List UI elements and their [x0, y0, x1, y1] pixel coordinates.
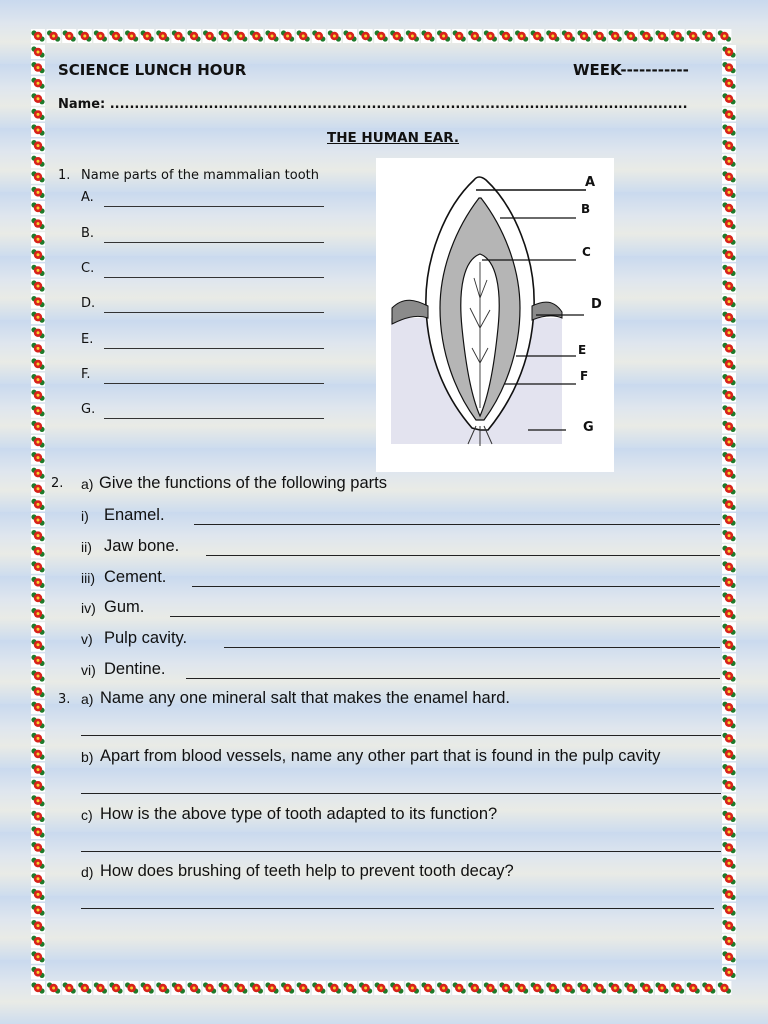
- border-flower: [722, 934, 736, 948]
- q2-item-label: Jaw bone.: [104, 537, 180, 555]
- border-flower: [31, 856, 45, 870]
- q2-item-number: i): [81, 508, 89, 524]
- border-flower: [374, 29, 388, 43]
- diagram-label-c: C: [582, 245, 591, 259]
- border-flower: [577, 29, 591, 43]
- border-flower: [31, 482, 45, 496]
- border-flower: [234, 981, 248, 995]
- border-flower: [203, 981, 217, 995]
- border-flower: [31, 435, 45, 449]
- border-flower: [722, 872, 736, 886]
- q2-answer-line[interactable]: [186, 678, 720, 679]
- q2-sub: a): [81, 476, 94, 492]
- q3-answer-line[interactable]: [81, 793, 721, 794]
- border-flower: [722, 139, 736, 153]
- border-flower: [31, 778, 45, 792]
- border-flower: [203, 29, 217, 43]
- border-flower: [722, 92, 736, 106]
- border-flower: [390, 29, 404, 43]
- border-flower: [281, 981, 295, 995]
- border-flower: [31, 139, 45, 153]
- border-flower: [722, 825, 736, 839]
- border-flower: [62, 981, 76, 995]
- border-flower: [483, 29, 497, 43]
- q2-item-label: Cement.: [104, 568, 167, 586]
- q3-part-letter: b): [81, 749, 94, 765]
- q2-item-number: v): [81, 631, 93, 647]
- border-flower: [140, 29, 154, 43]
- border-flower: [312, 29, 326, 43]
- border-flower: [31, 357, 45, 371]
- diagram-label-a: A: [585, 175, 596, 190]
- border-flower: [218, 29, 232, 43]
- border-flower: [327, 981, 341, 995]
- border-flower: [722, 482, 736, 496]
- border-flower: [31, 544, 45, 558]
- border-flower: [31, 903, 45, 917]
- border-flower: [31, 466, 45, 480]
- border-flower: [31, 217, 45, 231]
- border-flower: [31, 965, 45, 979]
- border-flower: [47, 29, 61, 43]
- border-flower: [312, 981, 326, 995]
- border-flower: [722, 669, 736, 683]
- border-flower: [577, 981, 591, 995]
- border-flower: [31, 981, 45, 995]
- q2-item-label: Pulp cavity.: [104, 629, 188, 647]
- border-flower: [722, 279, 736, 293]
- q2-answer-line[interactable]: [224, 647, 720, 648]
- border-flower: [722, 310, 736, 324]
- border-flower: [722, 185, 736, 199]
- border-flower: [343, 29, 357, 43]
- q1-part-label: A.: [81, 190, 94, 205]
- border-flower: [405, 29, 419, 43]
- border-flower: [437, 29, 451, 43]
- border-flower: [31, 716, 45, 730]
- border-flower: [296, 29, 310, 43]
- q1-part-label: B.: [81, 226, 95, 241]
- border-flower: [390, 981, 404, 995]
- worksheet-title: SCIENCE LUNCH HOUR: [58, 61, 247, 79]
- border-flower: [31, 185, 45, 199]
- border-flower: [468, 981, 482, 995]
- worksheet-page: [46, 44, 722, 974]
- border-flower: [31, 513, 45, 527]
- border-flower: [93, 981, 107, 995]
- border-flower: [47, 981, 61, 995]
- border-flower: [722, 232, 736, 246]
- border-flower: [686, 29, 700, 43]
- border-flower: [639, 981, 653, 995]
- q1-part-label: G.: [81, 402, 96, 417]
- border-flower: [722, 685, 736, 699]
- border-flower: [31, 61, 45, 75]
- border-flower: [31, 731, 45, 745]
- border-flower: [561, 29, 575, 43]
- border-flower: [722, 217, 736, 231]
- border-flower: [249, 29, 263, 43]
- q1-answer-line[interactable]: [104, 418, 324, 419]
- border-flower: [31, 76, 45, 90]
- border-flower: [722, 170, 736, 184]
- q3-part-text: How does brushing of teeth help to prevent tooth decay?: [100, 862, 514, 880]
- border-flower: [31, 607, 45, 621]
- border-flower: [452, 981, 466, 995]
- border-flower: [722, 154, 736, 168]
- border-flower: [187, 29, 201, 43]
- border-flower: [717, 981, 731, 995]
- border-flower: [722, 529, 736, 543]
- q1-answer-line[interactable]: [104, 206, 324, 207]
- border-flower: [483, 981, 497, 995]
- border-flower: [156, 29, 170, 43]
- border-flower: [31, 419, 45, 433]
- border-flower: [655, 981, 669, 995]
- border-flower: [722, 248, 736, 262]
- border-flower: [171, 981, 185, 995]
- border-flower: [722, 794, 736, 808]
- border-flower: [421, 981, 435, 995]
- border-flower: [722, 61, 736, 75]
- border-flower: [31, 201, 45, 215]
- border-flower: [374, 981, 388, 995]
- border-flower: [722, 497, 736, 511]
- border-flower: [722, 419, 736, 433]
- border-flower: [722, 45, 736, 59]
- q3-part-text: Apart from blood vessels, name any other part that is found in the pulp cavity: [100, 747, 661, 765]
- week-label: WEEK-----------: [573, 61, 689, 79]
- border-flower: [624, 981, 638, 995]
- border-flower: [722, 326, 736, 340]
- border-flower: [593, 981, 607, 995]
- q2-answer-line[interactable]: [194, 524, 720, 525]
- q3-part-letter: d): [81, 864, 94, 880]
- border-flower: [31, 263, 45, 277]
- border-flower: [31, 248, 45, 262]
- border-flower: [31, 154, 45, 168]
- border-flower: [218, 981, 232, 995]
- border-flower: [722, 653, 736, 667]
- border-flower: [722, 950, 736, 964]
- border-flower: [125, 29, 139, 43]
- border-flower: [639, 29, 653, 43]
- border-flower: [608, 29, 622, 43]
- q1-answer-line[interactable]: [104, 242, 324, 243]
- border-flower: [655, 29, 669, 43]
- border-flower: [515, 981, 529, 995]
- q3-number: 3.: [58, 692, 71, 707]
- border-flower: [109, 29, 123, 43]
- border-flower: [686, 981, 700, 995]
- border-flower: [722, 451, 736, 465]
- q1-answer-line[interactable]: [104, 348, 324, 349]
- border-flower: [624, 29, 638, 43]
- border-flower: [671, 29, 685, 43]
- border-flower: [31, 934, 45, 948]
- border-flower: [31, 170, 45, 184]
- q3-part-letter: a): [81, 691, 94, 707]
- border-flower: [722, 357, 736, 371]
- border-flower: [722, 263, 736, 277]
- border-flower: [109, 981, 123, 995]
- border-flower: [343, 981, 357, 995]
- border-flower: [722, 560, 736, 574]
- border-flower: [31, 279, 45, 293]
- border-flower: [530, 29, 544, 43]
- border-flower: [187, 981, 201, 995]
- border-flower: [31, 232, 45, 246]
- border-flower: [499, 29, 513, 43]
- q1-part-label: E.: [81, 332, 94, 347]
- border-flower: [62, 29, 76, 43]
- border-flower: [722, 622, 736, 636]
- border-flower: [31, 529, 45, 543]
- border-flower: [31, 575, 45, 589]
- border-flower: [722, 373, 736, 387]
- border-flower: [31, 700, 45, 714]
- q2-item-label: Dentine.: [104, 660, 166, 678]
- border-flower: [31, 638, 45, 652]
- border-flower: [31, 794, 45, 808]
- border-flower: [530, 981, 544, 995]
- q3-answer-line[interactable]: [81, 851, 721, 852]
- q2-number: 2.: [51, 476, 64, 491]
- border-flower: [722, 809, 736, 823]
- border-flower: [281, 29, 295, 43]
- border-flower: [722, 700, 736, 714]
- border-flower: [31, 685, 45, 699]
- border-flower: [722, 919, 736, 933]
- border-flower: [722, 341, 736, 355]
- border-flower: [722, 856, 736, 870]
- q1-part-label: D.: [81, 296, 96, 311]
- border-flower: [31, 497, 45, 511]
- q2-item-number: iv): [81, 600, 96, 616]
- border-flower: [722, 544, 736, 558]
- border-flower: [31, 310, 45, 324]
- border-flower: [722, 607, 736, 621]
- border-flower: [468, 29, 482, 43]
- border-flower: [31, 887, 45, 901]
- border-flower: [722, 466, 736, 480]
- border-flower: [31, 45, 45, 59]
- border-flower: [31, 809, 45, 823]
- border-flower: [31, 919, 45, 933]
- border-flower: [31, 825, 45, 839]
- topic-heading: THE HUMAN EAR.: [327, 130, 460, 146]
- border-flower: [722, 887, 736, 901]
- border-flower: [702, 29, 716, 43]
- q2-answer-line[interactable]: [170, 616, 720, 617]
- border-flower: [93, 29, 107, 43]
- border-flower: [546, 981, 560, 995]
- border-flower: [31, 451, 45, 465]
- border-flower: [31, 747, 45, 761]
- q3-part-text: Name any one mineral salt that makes the enamel hard.: [100, 689, 510, 707]
- border-flower: [515, 29, 529, 43]
- border-flower: [561, 981, 575, 995]
- border-flower: [671, 981, 685, 995]
- border-flower: [722, 638, 736, 652]
- q1-part-label: C.: [81, 261, 95, 276]
- q1-text: Name parts of the mammalian tooth: [81, 168, 320, 183]
- diagram-label-b: B: [581, 202, 591, 216]
- border-flower: [499, 981, 513, 995]
- border-flower: [31, 107, 45, 121]
- border-flower: [78, 29, 92, 43]
- border-flower: [722, 575, 736, 589]
- q1-answer-line[interactable]: [104, 383, 324, 384]
- border-flower: [722, 435, 736, 449]
- border-flower: [722, 388, 736, 402]
- q2-item-number: iii): [81, 570, 95, 586]
- border-flower: [31, 295, 45, 309]
- border-flower: [722, 107, 736, 121]
- border-flower: [722, 123, 736, 137]
- border-flower: [31, 763, 45, 777]
- border-flower: [31, 341, 45, 355]
- border-flower: [31, 669, 45, 683]
- border-flower: [78, 981, 92, 995]
- border-flower: [171, 29, 185, 43]
- border-flower: [125, 981, 139, 995]
- border-flower: [31, 373, 45, 387]
- border-flower: [722, 404, 736, 418]
- border-flower: [452, 29, 466, 43]
- border-flower: [405, 981, 419, 995]
- tooth-diagram: [376, 158, 614, 472]
- border-flower: [722, 591, 736, 605]
- q2-text: Give the functions of the following parts: [99, 474, 387, 492]
- border-flower: [722, 76, 736, 90]
- border-flower: [722, 513, 736, 527]
- border-flower: [140, 981, 154, 995]
- q1-number: 1.: [58, 168, 71, 183]
- q2-answer-line[interactable]: [206, 555, 720, 556]
- q3-answer-line[interactable]: [81, 735, 721, 736]
- border-flower: [327, 29, 341, 43]
- border-flower: [31, 123, 45, 137]
- border-flower: [593, 29, 607, 43]
- border-flower: [722, 965, 736, 979]
- border-flower: [265, 29, 279, 43]
- border-flower: [722, 731, 736, 745]
- border-flower: [546, 29, 560, 43]
- border-flower: [265, 981, 279, 995]
- border-flower: [437, 981, 451, 995]
- border-flower: [31, 388, 45, 402]
- diagram-label-g: G: [583, 420, 594, 435]
- border-flower: [359, 29, 373, 43]
- name-label: Name: .....................................................................................................................: [58, 97, 688, 112]
- q2-answer-line[interactable]: [192, 586, 720, 587]
- border-flower: [722, 295, 736, 309]
- border-flower: [31, 29, 45, 43]
- border-flower: [31, 326, 45, 340]
- q3-part-text: How is the above type of tooth adapted to its function?: [100, 805, 498, 823]
- border-flower: [31, 872, 45, 886]
- diagram-label-e: E: [578, 343, 587, 357]
- border-flower: [717, 29, 731, 43]
- q1-answer-line[interactable]: [104, 277, 324, 278]
- border-flower: [31, 841, 45, 855]
- border-flower: [31, 622, 45, 636]
- border-flower: [722, 903, 736, 917]
- border-flower: [31, 560, 45, 574]
- q2-item-number: vi): [81, 662, 96, 678]
- border-flower: [31, 92, 45, 106]
- border-flower: [31, 653, 45, 667]
- q2-item-label: Enamel.: [104, 506, 165, 524]
- diagram-label-d: D: [591, 297, 602, 312]
- border-flower: [722, 841, 736, 855]
- q1-part-label: F.: [81, 367, 91, 382]
- border-flower: [722, 778, 736, 792]
- diagram-label-f: F: [580, 369, 589, 383]
- q1-answer-line[interactable]: [104, 312, 324, 313]
- border-flower: [234, 29, 248, 43]
- border-flower: [31, 950, 45, 964]
- border-flower: [722, 201, 736, 215]
- border-flower: [296, 981, 310, 995]
- q3-part-letter: c): [81, 807, 93, 823]
- border-flower: [156, 981, 170, 995]
- border-flower: [31, 404, 45, 418]
- border-flower: [249, 981, 263, 995]
- border-flower: [359, 981, 373, 995]
- border-flower: [722, 747, 736, 761]
- border-flower: [722, 763, 736, 777]
- border-flower: [31, 591, 45, 605]
- border-flower: [608, 981, 622, 995]
- border-flower: [722, 716, 736, 730]
- q2-item-label: Gum.: [104, 598, 145, 616]
- border-flower: [702, 981, 716, 995]
- q2-item-number: ii): [81, 539, 92, 555]
- border-flower: [421, 29, 435, 43]
- q3-answer-line[interactable]: [81, 908, 714, 909]
